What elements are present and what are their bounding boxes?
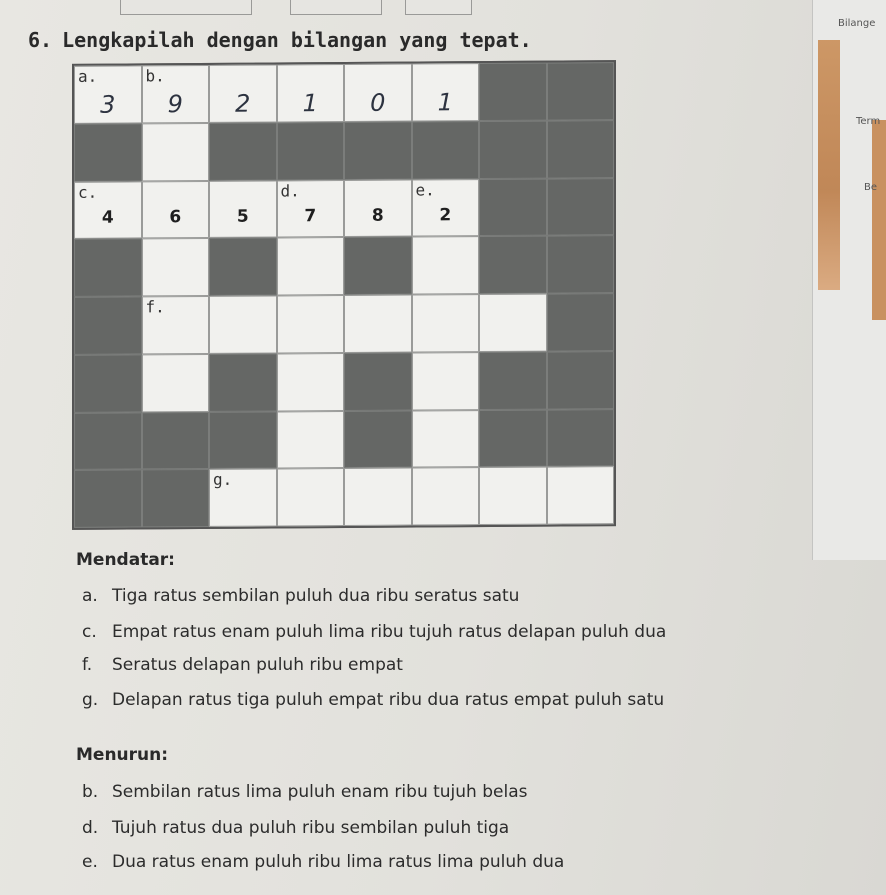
grid-cell-white[interactable] [479, 294, 547, 352]
cell-digit: 0 [370, 88, 386, 117]
grid-cell-white[interactable] [277, 64, 345, 122]
grid-cell-shaded [209, 411, 277, 469]
grid-cell-white[interactable] [479, 467, 547, 525]
grid-cell-white[interactable] [277, 295, 345, 353]
grid-cell-shaded [209, 353, 277, 411]
menurun-title: Menurun: [76, 745, 169, 765]
cell-digit: 4 [101, 207, 114, 228]
grid-cell-white[interactable] [344, 64, 412, 122]
grid-cell-white[interactable] [277, 353, 345, 411]
cell-digit: 8 [371, 205, 384, 227]
grid-cell-shaded [479, 63, 547, 121]
grid-cell-shaded [74, 239, 142, 297]
clue-label: c. [82, 622, 97, 642]
clue-down-b [82, 782, 527, 802]
grid-cell-shaded [547, 62, 615, 120]
cell-digit: 1 [302, 88, 318, 118]
clue-label: e. [82, 852, 98, 872]
clue-label: g. [82, 690, 99, 710]
grid-cell-white[interactable] [344, 295, 412, 353]
cell-clue-label: c. [78, 182, 98, 202]
clue-text: Sembilan ratus lima puluh enam ribu tujuh belas [112, 782, 528, 802]
grid-cell-white[interactable] [209, 295, 277, 353]
grid-cell-white[interactable] [277, 180, 345, 238]
orange-margin-bar [818, 40, 840, 290]
clue-label: f. [82, 655, 93, 675]
cell-digit: 3 [100, 90, 116, 119]
clue-label: a. [82, 586, 98, 606]
grid-cell-white[interactable] [209, 469, 277, 527]
cell-digit: 6 [169, 207, 182, 228]
grid-cell-white[interactable] [412, 467, 480, 525]
clue-label: b. [82, 782, 99, 802]
grid-cell-white[interactable] [209, 64, 277, 122]
side-tag: Be [864, 182, 878, 193]
cell-digit: 7 [304, 206, 317, 227]
grid-cell-white[interactable] [412, 236, 480, 294]
mendatar-title: Mendatar: [76, 550, 175, 570]
clue-across-c [82, 622, 666, 642]
grid-cell-white[interactable] [547, 466, 615, 524]
cell-clue-label: a. [78, 66, 98, 86]
grid-cell-shaded [74, 412, 142, 470]
grid-cell-shaded [547, 293, 615, 351]
grid-cell-shaded [547, 178, 615, 236]
grid-cell-white[interactable] [74, 65, 142, 123]
top-tab-stub [120, 0, 252, 15]
grid-cell-shaded [547, 351, 615, 409]
grid-cell-white[interactable] [277, 237, 345, 295]
grid-cell-white[interactable] [412, 352, 480, 410]
clue-text: Tiga ratus sembilan puluh dua ribu seratus satu [112, 586, 520, 606]
grid-cell-shaded [479, 120, 547, 178]
grid-cell-white[interactable] [412, 410, 480, 468]
grid-cell-white[interactable] [277, 411, 345, 469]
side-tag: Bilange [838, 18, 876, 29]
grid-cell-white[interactable] [74, 181, 142, 239]
grid-cell-shaded [344, 410, 412, 468]
clue-label: d. [82, 818, 99, 838]
grid-cell-shaded [547, 120, 615, 178]
clue-down-d [82, 818, 509, 838]
grid-cell-shaded [479, 409, 547, 467]
grid-cell-shaded [74, 296, 142, 354]
grid-cell-shaded [74, 470, 142, 528]
clue-text: Delapan ratus tiga puluh empat ribu dua ratus empat puluh satu [112, 690, 665, 710]
grid-cell-white[interactable] [142, 180, 210, 238]
grid-cell-shaded [412, 121, 480, 179]
grid-cell-shaded [479, 236, 547, 294]
grid-cell-shaded [344, 121, 412, 179]
cell-clue-label: b. [145, 66, 165, 86]
grid-cell-white[interactable] [209, 180, 277, 238]
grid-cell-white[interactable] [412, 179, 480, 237]
cell-digit: 2 [439, 205, 452, 226]
clue-text: Seratus delapan puluh ribu empat [112, 655, 403, 675]
grid-cell-white[interactable] [277, 468, 345, 526]
cell-digit: 2 [235, 89, 251, 118]
grid-cell-white[interactable] [142, 354, 210, 412]
top-tab-stub [290, 0, 382, 15]
question-heading [28, 28, 532, 52]
cell-clue-label: d. [280, 180, 300, 200]
grid-cell-shaded [344, 237, 412, 295]
grid-cell-shaded [479, 178, 547, 236]
grid-cell-shaded [74, 123, 142, 181]
clue-across-f [82, 655, 403, 675]
grid-cell-shaded [479, 351, 547, 409]
grid-cell-white[interactable] [412, 294, 480, 352]
grid-cell-shaded [142, 469, 210, 527]
grid-cell-shaded [74, 354, 142, 412]
clue-text: Tujuh ratus dua puluh ribu sembilan puluh tiga [112, 818, 510, 838]
grid-cell-white[interactable] [412, 63, 480, 121]
grid-cell-white[interactable] [142, 123, 210, 181]
grid-cell-shaded [547, 235, 615, 293]
grid-cell-shaded [277, 122, 345, 180]
grid-cell-shaded [344, 352, 412, 410]
grid-cell-white[interactable] [142, 296, 210, 354]
question-instruction: Lengkapilah dengan bilangan yang tepat. [62, 28, 532, 52]
clue-across-g [82, 690, 664, 710]
grid-cell-shaded [209, 238, 277, 296]
question-number: 6. [28, 28, 53, 52]
cell-clue-label: e. [415, 179, 435, 200]
cell-digit: 1 [437, 87, 453, 117]
grid-cell-shaded [142, 411, 210, 469]
orange-margin-bar [872, 120, 886, 320]
clue-across-a [82, 586, 519, 606]
clue-text: Empat ratus enam puluh lima ribu tujuh ratus delapan puluh dua [112, 622, 667, 642]
clue-text: Dua ratus enam puluh ribu lima ratus lima puluh dua [112, 852, 565, 872]
cell-digit: 5 [236, 206, 249, 227]
grid-cell-white[interactable] [142, 65, 210, 123]
clue-down-e [82, 852, 564, 872]
grid-cell-white[interactable] [344, 468, 412, 526]
grid-cell-white[interactable] [344, 179, 412, 237]
side-tag: Term [856, 116, 881, 127]
grid-cell-shaded [547, 409, 615, 467]
grid-cell-shaded [209, 122, 277, 180]
cell-clue-label: f. [145, 297, 165, 317]
crossnumber-grid [72, 60, 616, 530]
grid-cell-white[interactable] [142, 238, 210, 296]
cell-digit: 9 [167, 89, 183, 118]
top-tab-stub [405, 0, 472, 15]
cell-clue-label: g. [213, 470, 233, 490]
